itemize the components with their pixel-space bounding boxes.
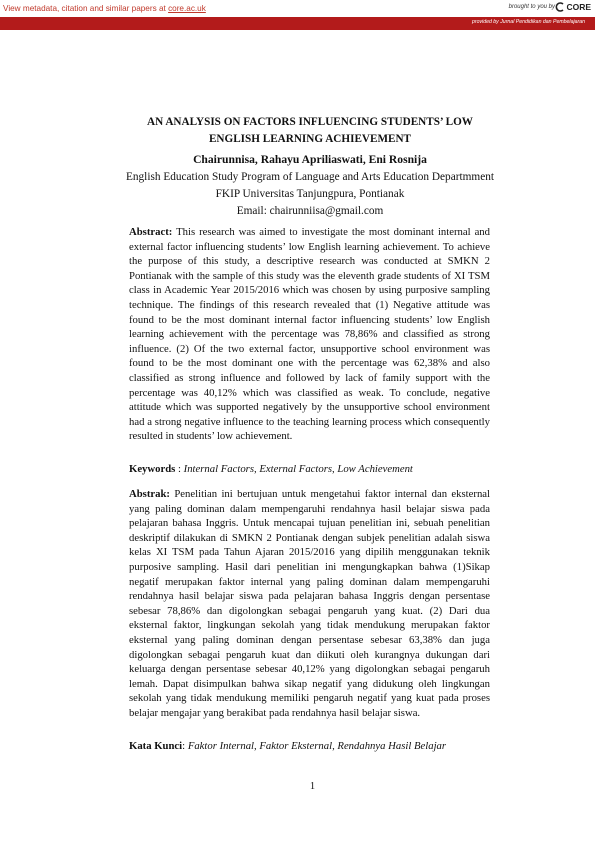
keywords-english [129, 462, 490, 477]
abstrak-body: Penelitian ini bertujuan untuk mengetahui faktor internal dan eksternal yang paling dominan dalam mempengaruhi rendahnya hasil belajar siswa pada pelajaran bahasa Inggris. Untuk mencapai tujuan penelitian ini, sebuah penelitian deskriptif dilakukan di SMKN 2 Pontianak dengan subjek penelitian adalah siswa kelas XI TSM pada Tahun Ajaran 2015/2016 yang dipilih menggunakan teknik purposive sampling. Hasil dari penelitian ini mengungkapkan bahwa (1)Sikap negatif merupakan faktor internal yang paling dominan dalam mempengaruhi rendahnya hasil belajar siswa pada pelajaran bahasa Inggris dengan persentase sebesar 78,86% dan digolongkan sebagai pengaruh yang kuat. (2) Dari dua eksternal faktor, lingkungan sekolah yang tidak mendukung merupakan faktor eksternal yang paling dominan dengan persentase sebesar 63,38% dan juga digolongkan sebagai pengaruh kuat dan diikuti oleh kurangnya dukungan dari keluarga dengan persentase sebesar 40,12% yang digolongkan sebagai pengaruh lemah. Dapat disimpulkan bahwa sikap negatif yang didukung oleh lingkungan sekolah yang tidak mendukung memiliki pengaruh negatif yang kuat pada proses belajar mengajar yang berakibat pada rendahnya hasil belajar siswa. [129, 488, 490, 719]
provider-band [0, 17, 595, 30]
affiliation-department: English Education Study Program of Language and Arts Education Departmment [125, 171, 494, 183]
core-logo-text: CORE [566, 2, 591, 12]
keywords-list: Internal Factors, External Factors, Low Achievement [183, 463, 413, 475]
katakunci-label: Kata Kunci [129, 740, 183, 752]
keywords-indonesian [129, 739, 490, 754]
abstract-body: This research was aimed to investigate the most dominant internal and external factor influencing students’ low English learning achievement. To achieve the purpose of this study, a descriptive research was conducted at SMKN 2 Pontianak with the sample of this study was the eleventh grade students of XI TSM class in Academic Year 2015/2016 which was chosen by using purposive sampling technique. The findings of this research revealed that (1) Negative attitude was found to be the most dominant internal factor influencing students’ low English learning achievement with the percentage was 78,86% and classified as strong influence. (2) Of the two external factor, unsupportive school environment was found to be the most dominant one with the percentage was 62,38% and also classified as strong influence and followed by lack of family support with the percentage was 40,12% which was classified as weak. To conclude, negative attitude which was supported negatively by the unsupportive school environment had a strong negative influence to the teaching learning process which consequently resulted in students’ low achievement. [129, 226, 490, 443]
core-logo-icon [555, 2, 565, 12]
katakunci-list: Faktor Internal, Faktor Eksternal, Rendahnya Hasil Belajar [187, 740, 447, 752]
core-link-domain[interactable]: core.ac.uk [168, 4, 206, 13]
abstrak-label: Abstrak: [129, 488, 170, 500]
core-link-prefix: View metadata, citation and similar papers at [3, 4, 166, 13]
abstract-english [129, 225, 490, 444]
page-number: 1 [309, 781, 316, 792]
paper-title-line-2: ENGLISH LEARNING ACHIEVEMENT [208, 133, 412, 145]
provided-by-text[interactable]: provided by Jurnal Pendidikan dan Pembelajaran [471, 19, 585, 25]
keywords-label: Keywords [129, 463, 176, 475]
author-email: Email: chairunniisa@gmail.com [236, 205, 384, 217]
abstract-label: Abstract: [129, 226, 173, 238]
paper-title [100, 114, 520, 148]
katakunci-separator: : [182, 740, 188, 752]
brought-by-text: brought to you by [508, 4, 555, 10]
paper-title-line-1: AN ANALYSIS ON FACTORS INFLUENCING STUDENTS’ LOW [147, 116, 473, 128]
paper-authors: Chairunnisa, Rahayu Apriliaswati, Eni Rosnija [193, 153, 427, 166]
core-banner [0, 0, 595, 30]
core-logo[interactable] [555, 2, 591, 12]
core-metadata-link[interactable] [3, 4, 206, 13]
keywords-separator: : [175, 463, 184, 475]
affiliation-university: FKIP Universitas Tanjungpura, Pontianak [215, 188, 405, 200]
abstract-indonesian [129, 487, 490, 721]
